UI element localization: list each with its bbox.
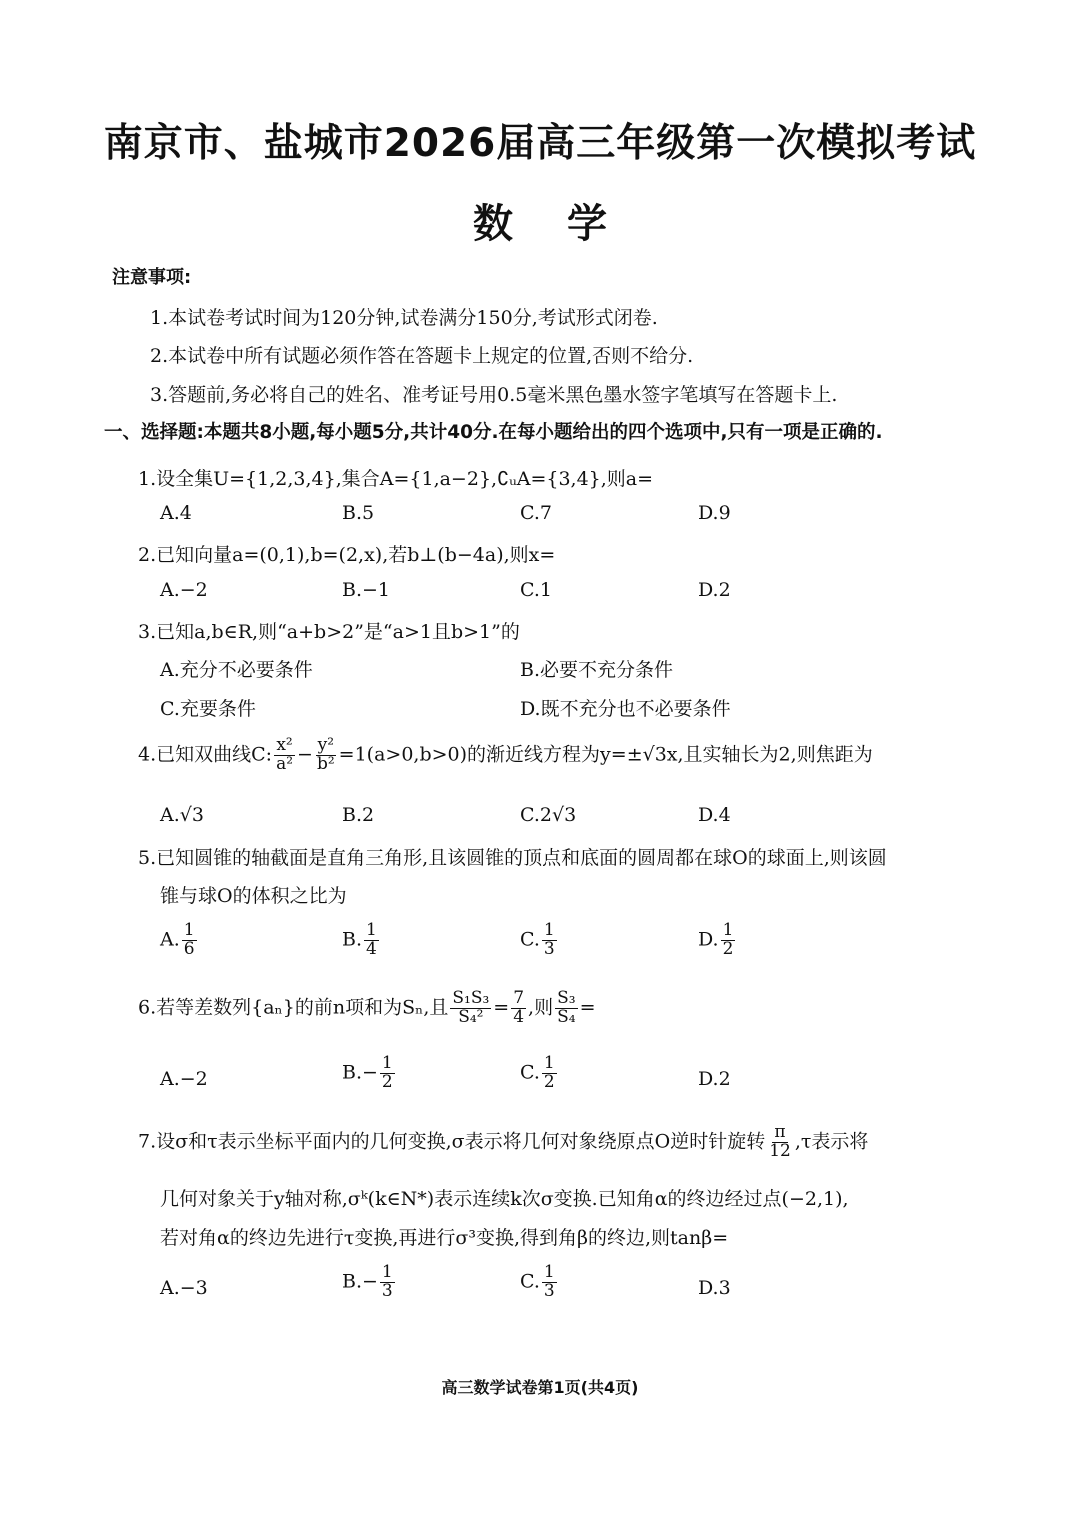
fraction-numerator: 1	[722, 920, 734, 940]
fraction-denominator: 6	[183, 938, 195, 959]
question-6-stem	[138, 990, 595, 1027]
fraction-denominator: 2	[543, 1071, 555, 1092]
question-3-option-a: A.充分不必要条件	[160, 659, 313, 681]
section-title: 一、选择题:本题共8小题,每小题5分,共计40分.在每小题给出的四个选项中,只有一项是正确的.	[104, 422, 883, 443]
question-4-option-a: A.√3	[160, 804, 204, 826]
fraction-denominator: 3	[543, 1280, 555, 1301]
fraction-numerator: 1	[381, 1262, 393, 1282]
question-6-option-a: A.−2	[160, 1068, 208, 1090]
question-5-option-d	[698, 922, 737, 959]
fraction-denominator: 2	[381, 1071, 393, 1092]
option-fraction	[364, 922, 379, 959]
fraction-s1s3-s4sq	[450, 990, 491, 1027]
question-4-option-d: D.4	[698, 804, 731, 826]
question-4-minus: −	[297, 743, 313, 766]
option-letter: C.	[520, 928, 540, 951]
question-4-option-c: C.2√3	[520, 804, 577, 826]
question-3-option-b: B.必要不充分条件	[520, 659, 674, 681]
question-6-stem-post-1: ,则	[528, 996, 554, 1019]
fraction-denominator: 2	[722, 938, 734, 959]
fraction-denominator: 4	[366, 938, 377, 959]
fraction-numerator: 7	[513, 988, 525, 1008]
question-2-option-a: A.−2	[160, 579, 208, 601]
fraction-numerator: 1	[366, 920, 377, 940]
question-2-option-d: D.2	[698, 579, 731, 601]
question-7-stem-line-2: 几何对象关于y轴对称,σᵏ(k∈N*)表示连续k次σ变换.已知角α的终边经过点(−2,1),	[160, 1188, 849, 1210]
question-3-stem: 3.已知a,b∈R,则“a+b>2”是“a>1且b>1”的	[138, 621, 520, 643]
fraction-numerator: S₃	[557, 988, 576, 1008]
notice-item-3: 3.答题前,务必将自己的姓名、准考证号用0.5毫米黑色墨水签字笔填写在答题卡上.	[150, 384, 838, 406]
question-7-option-d: D.3	[698, 1277, 731, 1299]
fraction-denominator: b²	[316, 753, 335, 774]
question-2-option-c: C.1	[520, 579, 552, 601]
option-fraction	[380, 1055, 395, 1092]
question-7-option-c	[520, 1264, 559, 1301]
question-7-stem-line-3: 若对角α的终边先进行τ变换,再进行σ³变换,得到角β的终边,则tanβ=	[160, 1227, 729, 1249]
fraction-numerator: 1	[543, 1053, 555, 1073]
notice-item-1: 1.本试卷考试时间为120分钟,试卷满分150分,考试形式闭卷.	[150, 307, 658, 329]
question-6-option-b	[342, 1055, 397, 1092]
option-letter: A.	[160, 928, 180, 951]
question-4-option-b: B.2	[342, 804, 375, 826]
question-4-stem-pre: 4.已知双曲线C:	[138, 743, 273, 766]
question-5-option-c	[520, 922, 559, 959]
question-3-option-d: D.既不充分也不必要条件	[520, 698, 731, 720]
option-letter: C.	[520, 1061, 540, 1084]
question-5-stem-line-1: 5.已知圆锥的轴截面是直角三角形,且该圆锥的顶点和底面的圆周都在球O的球面上,则该圆	[138, 847, 887, 869]
question-1-option-a: A.4	[160, 502, 192, 524]
option-fraction	[182, 922, 197, 959]
question-6-stem-pre: 6.若等差数列{aₙ}的前n项和为Sₙ,且	[138, 996, 449, 1019]
question-1-option-d: D.9	[698, 502, 731, 524]
question-3-option-c: C.充要条件	[160, 698, 256, 720]
fraction-y2-b2	[315, 737, 337, 774]
notice-heading: 注意事项:	[112, 267, 192, 288]
option-letter: C.	[520, 1270, 540, 1293]
question-5-stem-line-2: 锥与球O的体积之比为	[160, 885, 347, 907]
fraction-s3-s4	[555, 990, 577, 1027]
fraction-numerator: S₁S₃	[452, 988, 490, 1008]
notice-item-2: 2.本试卷中所有试题必须作答在答题卡上规定的位置,否则不给分.	[150, 345, 694, 367]
fraction-denominator: 3	[543, 938, 555, 959]
fraction-7-4	[511, 990, 526, 1027]
option-letter: B.−	[342, 1061, 378, 1084]
fraction-denominator: 12	[769, 1140, 791, 1161]
fraction-numerator: π	[774, 1122, 786, 1142]
question-4-stem-post: =1(a>0,b>0)的渐近线方程为y=±√3x,且实轴长为2,则焦距为	[338, 743, 873, 766]
question-7-option-b	[342, 1264, 397, 1301]
question-6-equals: =	[493, 996, 510, 1019]
option-letter: D.	[698, 928, 719, 951]
question-6-stem-post-2: =	[579, 996, 596, 1019]
question-6-option-c	[520, 1055, 559, 1092]
subject-title: 数 学	[473, 201, 607, 247]
fraction-denominator: S₄	[557, 1006, 576, 1027]
question-4-stem	[138, 737, 873, 774]
option-fraction	[542, 1264, 557, 1301]
question-2-option-b: B.−1	[342, 579, 391, 601]
fraction-numerator: x²	[276, 735, 293, 755]
option-fraction	[542, 922, 557, 959]
option-fraction	[380, 1264, 395, 1301]
fraction-numerator: 1	[183, 920, 195, 940]
question-6-option-d: D.2	[698, 1068, 731, 1090]
exam-title: 南京市、盐城市2026届高三年级第一次模拟考试	[103, 121, 977, 166]
question-1-option-c: C.7	[520, 502, 552, 524]
fraction-numerator: 1	[381, 1053, 393, 1073]
option-letter: B.−	[342, 1270, 378, 1293]
fraction-numerator: 1	[543, 920, 555, 940]
fraction-x2-a2	[274, 737, 295, 774]
option-fraction	[721, 922, 736, 959]
question-7-option-a: A.−3	[160, 1277, 208, 1299]
question-5-option-b	[342, 922, 381, 959]
fraction-denominator: 4	[513, 1006, 525, 1027]
question-1-option-b: B.5	[342, 502, 375, 524]
fraction-denominator: a²	[276, 753, 294, 774]
question-5-option-a	[160, 922, 199, 959]
option-fraction	[542, 1055, 557, 1092]
question-7-stem-line-1-post: ,τ表示将	[794, 1130, 869, 1153]
fraction-denominator: 3	[381, 1280, 393, 1301]
page-footer: 高三数学试卷第1页(共4页)	[441, 1378, 639, 1397]
option-letter: B.	[342, 928, 363, 951]
fraction-pi-12	[767, 1124, 793, 1161]
fraction-numerator: y²	[317, 735, 335, 755]
question-1-stem: 1.设全集U={1,2,3,4},集合A={1,a−2},∁ᵤA={3,4},则a=	[138, 468, 654, 490]
fraction-denominator: S₄²	[458, 1006, 484, 1027]
question-7-stem-line-1-pre: 7.设σ和τ表示坐标平面内的几何变换,σ表示将几何对象绕原点O逆时针旋转	[138, 1130, 766, 1153]
question-2-stem: 2.已知向量a=(0,1),b=(2,x),若b⊥(b−4a),则x=	[138, 544, 556, 566]
fraction-numerator: 1	[543, 1262, 555, 1282]
question-7-stem-line-1	[138, 1124, 868, 1161]
